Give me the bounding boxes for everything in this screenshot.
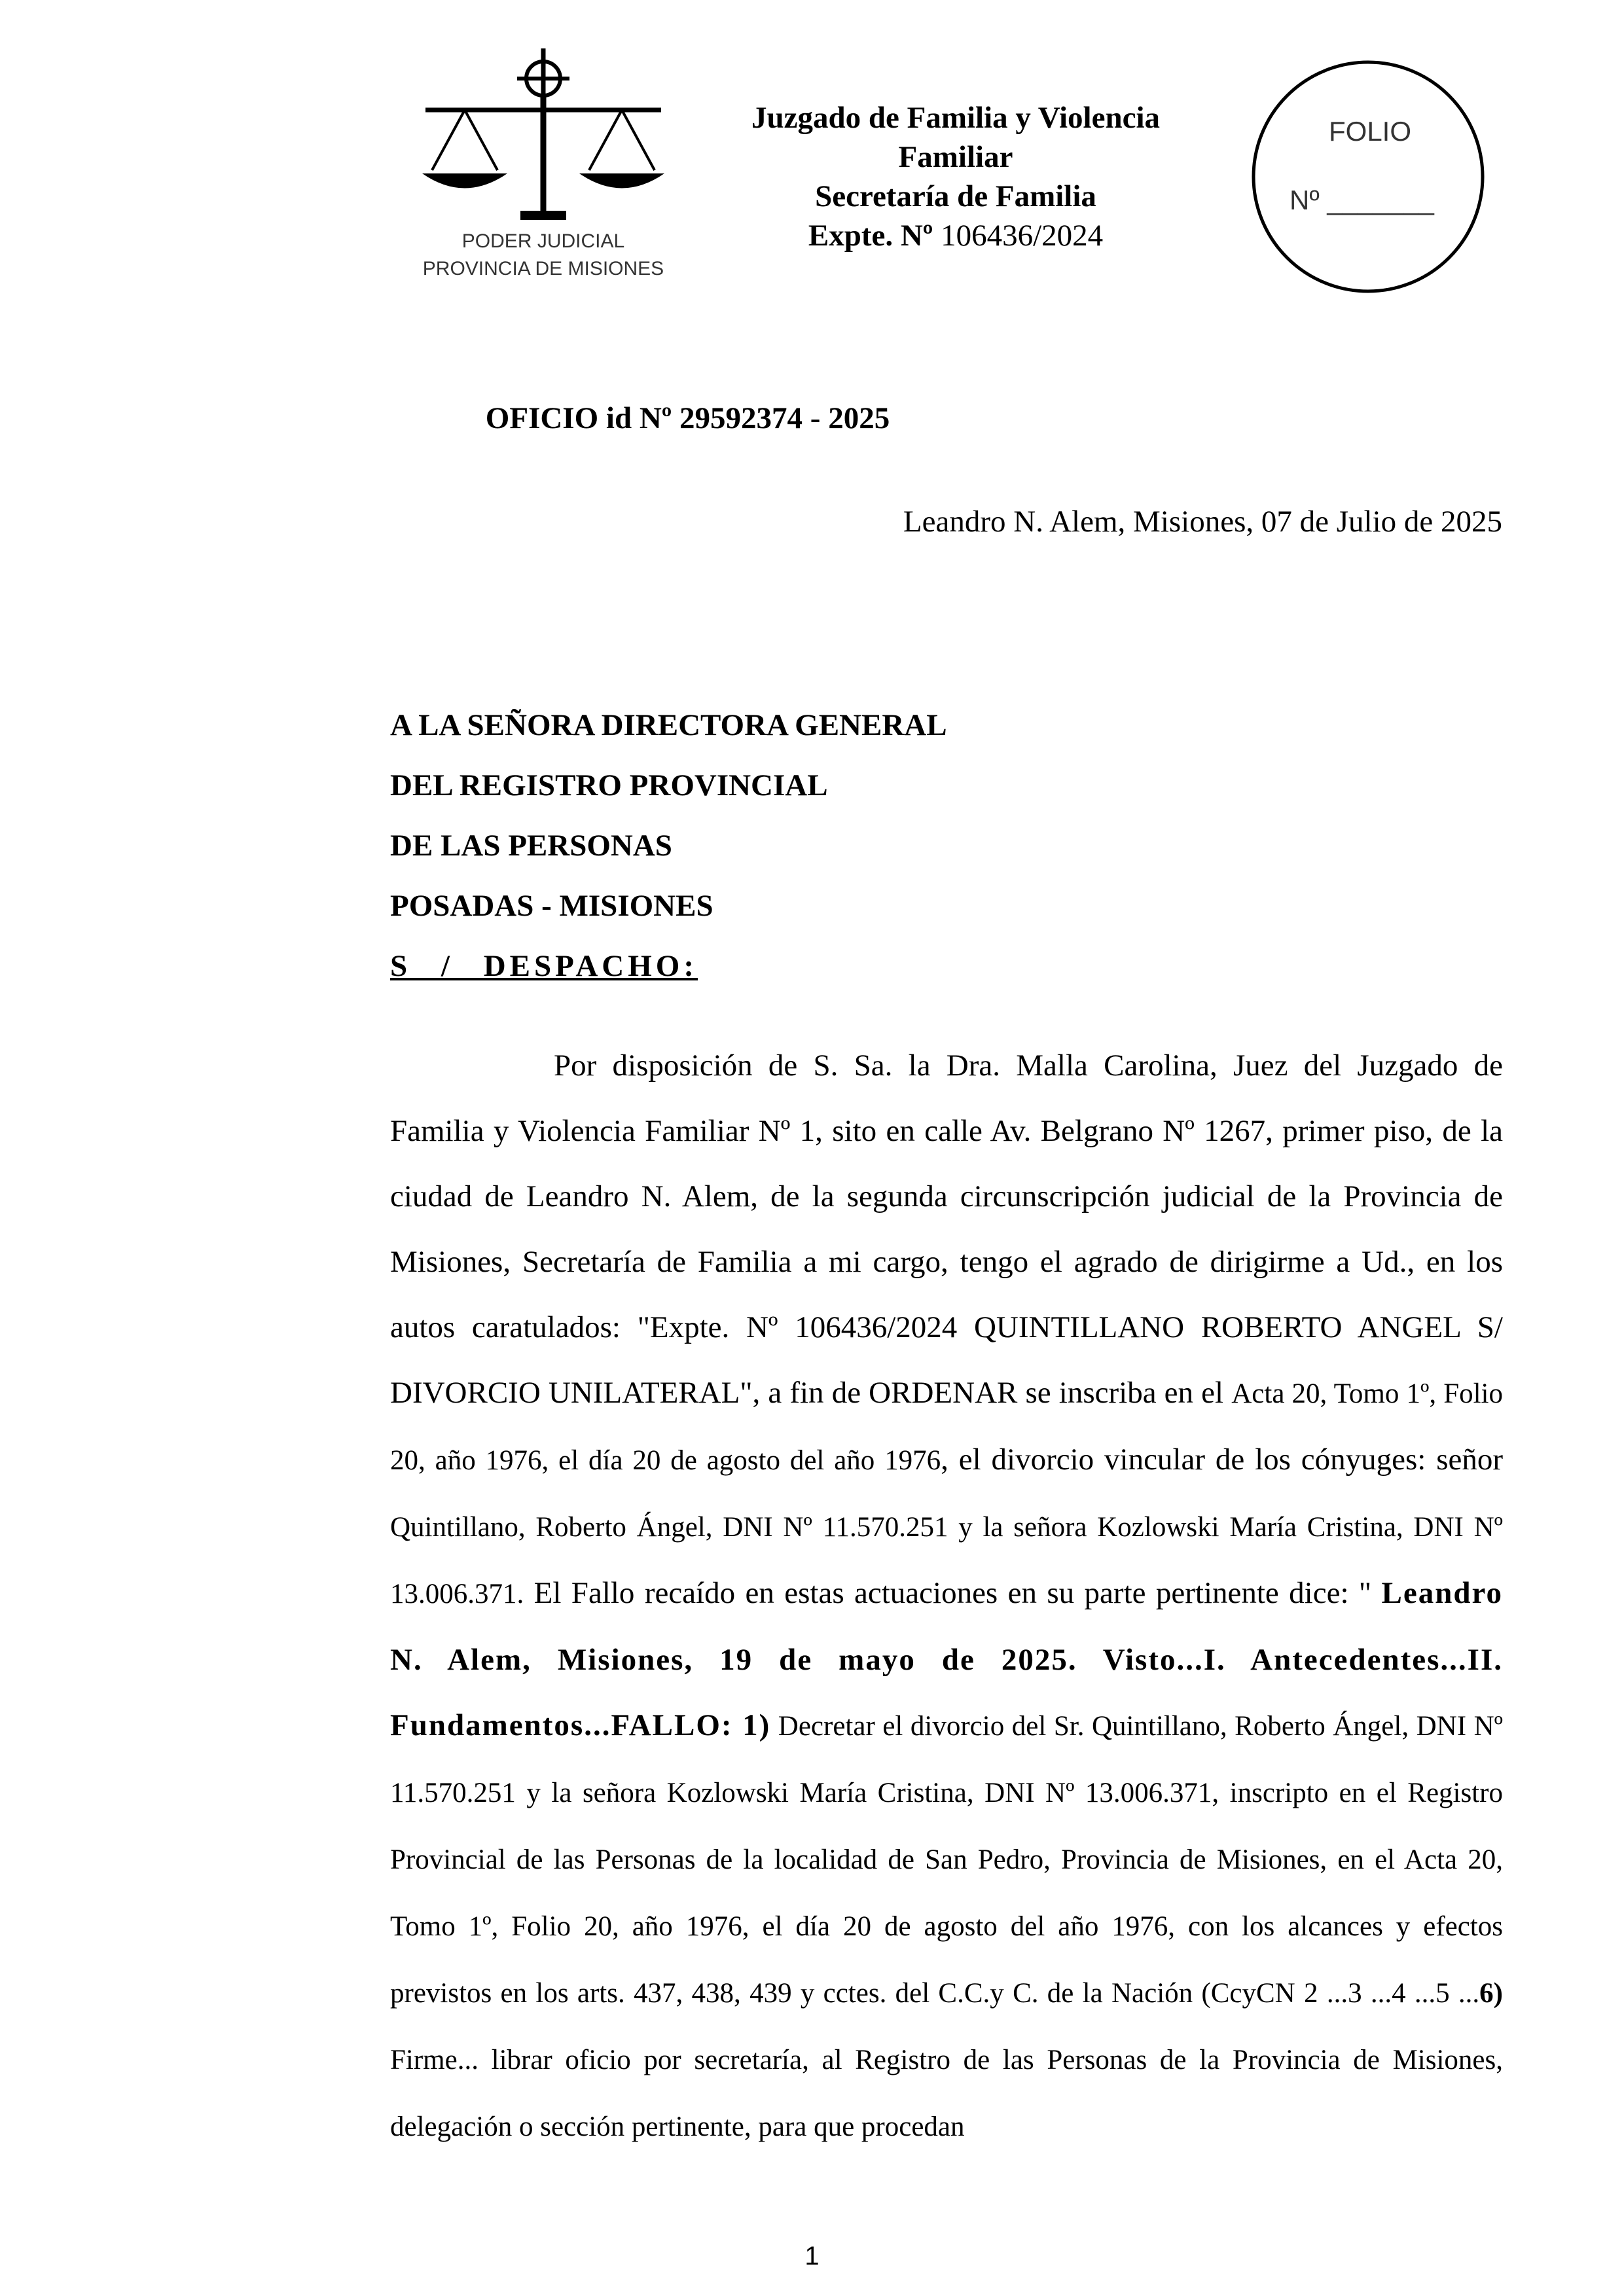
addressee-line1: A LA SEÑORA DIRECTORA GENERAL <box>390 708 947 742</box>
body-part10: Firme... librar oficio por secretaría, al Registro de las Personas de la Provincia de Misiones, delegación o sección pertinente, para que procedan <box>390 2045 1503 2142</box>
header-expte <box>720 216 1191 255</box>
body-part1: Por disposición de S. Sa. la Dra. Malla Carolina, Juez del Juzgado de Familia y Violencia Familiar Nº 1, sito en calle Av. Belgrano Nº 1267, primer piso, de la ciudad de Leandro N. Alem, de la segunda circunscripción judicial de la Provincia de Misiones, Secretaría de Familia a mi cargo, tengo el agrado de dirigirme a Ud., en los autos caratulados: "Expte. Nº 106436/2024 QUINTILLANO ROBERTO ANGEL S/ DIVORCIO UNILATERAL", a fin de ORDENAR se inscriba en el <box>390 1049 1503 1410</box>
header-line3: Secretaría de Familia <box>815 179 1096 213</box>
body-part3: , el divorcio vincular de los cónyuges: señor <box>941 1443 1503 1477</box>
addressee-block <box>390 695 947 996</box>
expte-label: Expte. Nº <box>808 219 933 253</box>
addressee-line2: DEL REGISTRO PROVINCIAL <box>390 768 828 802</box>
place-date: Leandro N. Alem, Misiones, 07 de Julio de 2025 <box>903 505 1502 539</box>
header-line1: Juzgado de Familia y Violencia <box>751 101 1161 135</box>
addressee-line3: DE LAS PERSONAS <box>390 829 672 863</box>
logo-line1: PODER JUDICIAL <box>461 230 625 252</box>
folio-stamp <box>1244 52 1492 301</box>
folio-label: FOLIO <box>1329 116 1412 147</box>
body-part4: Quintillano, Roberto Ángel, DNI Nº 11.570.251 y la señora Kozlowski María Cristina, DNI Nº 13.006.371. <box>390 1512 1503 1609</box>
body-part2: Acta 20, Tomo 1º, Folio 20, año 1976, el día 20 de agosto del año 1976 <box>390 1378 1504 1476</box>
body-part8: 2 ...3 ...4 ...5 ... <box>1304 1978 1480 2009</box>
oficio-id: OFICIO id Nº 29592374 - 2025 <box>485 401 890 435</box>
body-part5: El Fallo recaído en estas actuaciones en su parte pertinente dice: " <box>524 1576 1382 1610</box>
body-part9: 6) <box>1479 1978 1503 2009</box>
body-part7: Decretar el divorcio del Sr. Quintillano, Roberto Ángel, DNI Nº 11.570.251 y la señora Kozlowski María Cristina, DNI Nº 13.006.371, inscripto en el Registro Provincial de las Personas de la localidad de San Pedro, Provincia de Misiones, en el Acta 20, Tomo 1º, Folio 20, año 1976, el día 20 de agosto del año 1976, con los alcances y efectos previstos en los arts. 437, 438, 439 y cctes. del C.C.y C. de la Nación (CcyCN <box>390 1711 1503 2009</box>
header-line2: Familiar <box>898 140 1013 174</box>
folio-number-label: Nº _______ <box>1290 185 1434 215</box>
logo-line2: PROVINCIA DE MISIONES <box>422 258 664 279</box>
addressee-despacho: S / DESPACHO: <box>390 949 698 983</box>
addressee-line4: POSADAS - MISIONES <box>390 889 713 923</box>
expte-number: 106436/2024 <box>941 219 1104 253</box>
body-paragraph <box>390 1033 1503 2160</box>
court-header <box>720 98 1191 255</box>
page-number: 1 <box>804 2242 820 2270</box>
court-logo <box>399 39 687 295</box>
body-fallo-heading: Leandro N. Alem, Misiones, 19 de mayo de 2025. Visto...I. Antecedentes...II. Fundamentos...FALLO: 1) <box>390 1576 1503 1742</box>
